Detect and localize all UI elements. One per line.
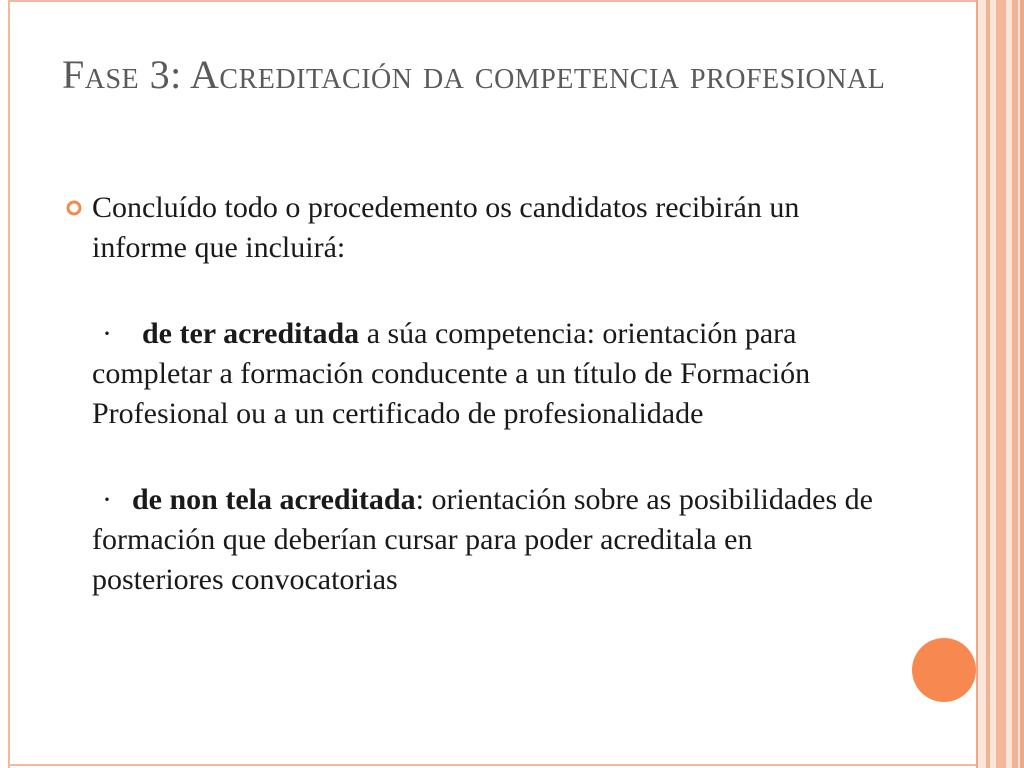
circle-bullet-icon bbox=[66, 200, 82, 216]
frame-top-border bbox=[8, 0, 980, 2]
right-decor-stripe bbox=[1012, 0, 1018, 768]
right-decor-stripe bbox=[976, 0, 978, 768]
right-decor-stripe bbox=[986, 0, 990, 768]
slide-body bbox=[62, 188, 882, 600]
right-decor-stripe bbox=[1020, 0, 1024, 768]
item-accredited bbox=[62, 314, 882, 434]
item-marker: · bbox=[102, 483, 112, 516]
slide-title: Fase 3: Acreditación da competencia profesional bbox=[62, 52, 886, 97]
item-text: : orientación sobre as posibilidades de formación que deberían cursar para poder acreditala en posteriores convocatorias bbox=[92, 483, 873, 596]
frame-left-border bbox=[8, 0, 10, 768]
intro-text: Concluído todo o procedemento os candidatos recibirán un informe que incluirá: bbox=[92, 191, 800, 264]
intro-bullet bbox=[62, 188, 882, 268]
frame-bottom-border bbox=[8, 764, 980, 766]
item-bold-label: de non tela acreditada bbox=[132, 483, 416, 516]
item-text: a súa competencia: orientación para completar a formación conducente a un título de Formación Profesional ou a un certificado de profesionalidade bbox=[92, 317, 811, 430]
orange-circle-decoration bbox=[912, 638, 976, 702]
item-bold-label: de ter acreditada bbox=[142, 317, 360, 350]
item-marker: · bbox=[102, 317, 112, 350]
item-not-accredited bbox=[62, 480, 882, 600]
right-decor-stripe bbox=[996, 0, 1006, 768]
